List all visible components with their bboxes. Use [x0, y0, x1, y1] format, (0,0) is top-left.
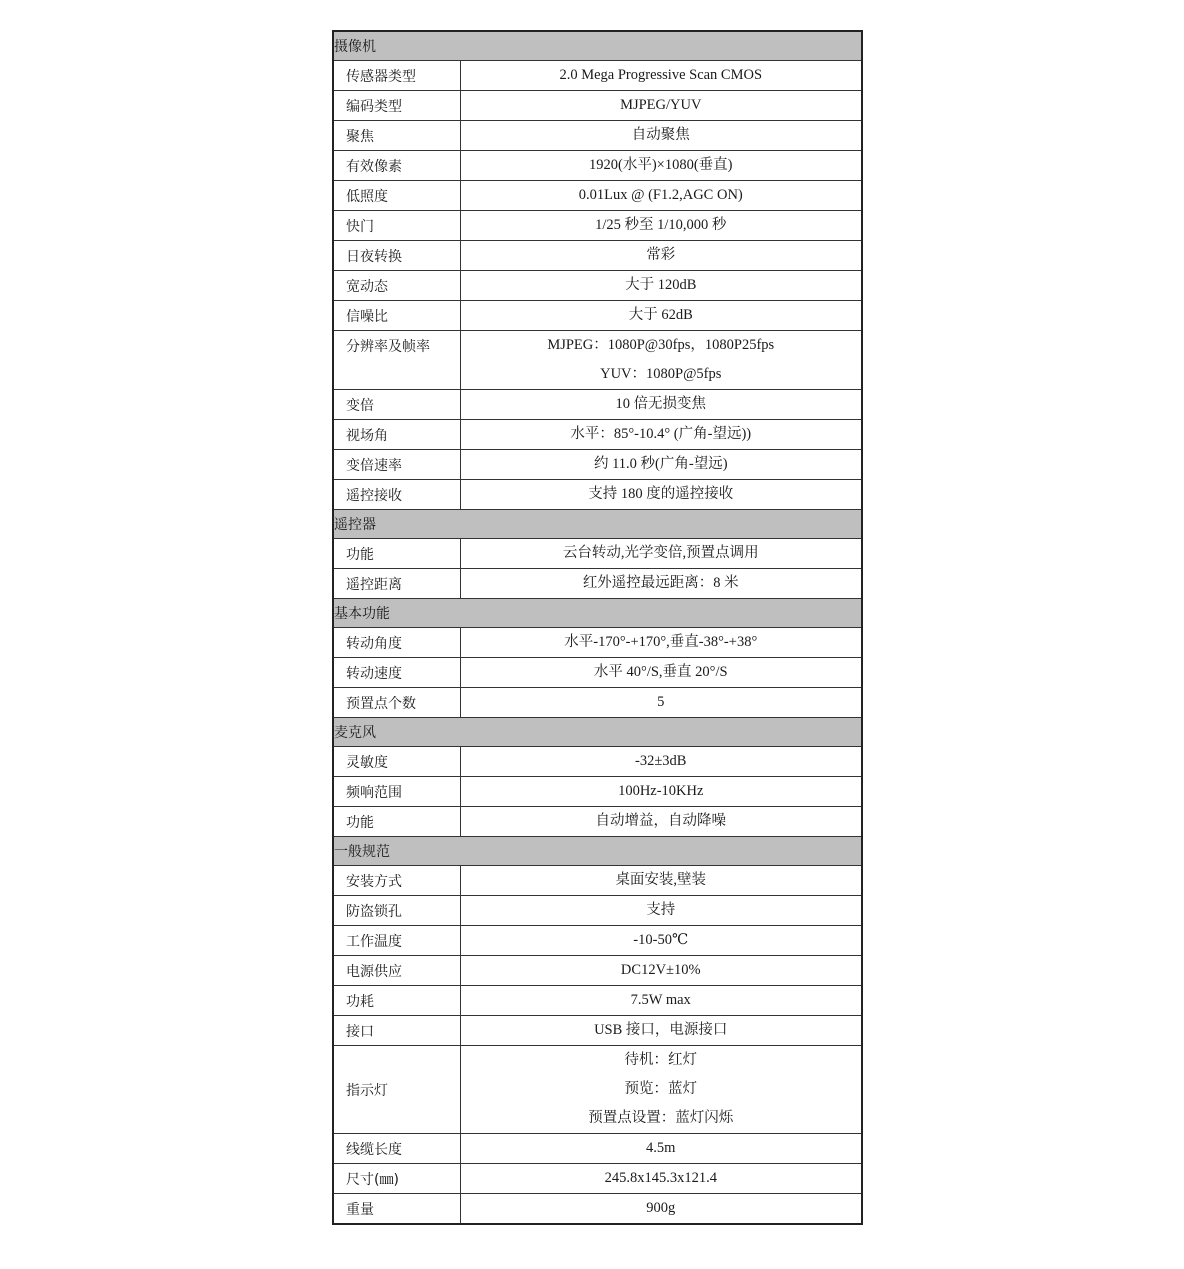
section-title: 遥控器	[333, 510, 862, 539]
spec-value	[460, 420, 862, 450]
spec-label: 频响范围	[333, 777, 460, 807]
spec-row	[333, 61, 862, 91]
section-title: 麦克风	[333, 718, 862, 747]
spec-value-line: 大于 120dB	[625, 277, 697, 293]
spec-value-line: 0.01Lux @ (F1.2,AGC ON)	[578, 187, 743, 203]
spec-value-line: 5	[657, 694, 665, 710]
spec-value	[460, 539, 862, 569]
spec-label: 功能	[333, 807, 460, 837]
spec-row	[333, 986, 862, 1016]
spec-row	[333, 241, 862, 271]
spec-label: 转动速度	[333, 658, 460, 688]
section-header	[333, 837, 862, 866]
spec-value	[460, 628, 862, 658]
section-title: 基本功能	[333, 599, 862, 628]
spec-row	[333, 450, 862, 480]
spec-value-line: 1/25 秒至 1/10,000 秒	[595, 217, 727, 233]
spec-value	[460, 1194, 862, 1225]
spec-label: 变倍	[333, 390, 460, 420]
spec-label: 灵敏度	[333, 747, 460, 777]
spec-value-line: 245.8x145.3x121.4	[604, 1170, 717, 1186]
spec-row	[333, 121, 862, 151]
spec-value-line: 桌面安装,壁装	[615, 872, 707, 888]
spec-value-line: 预置点设置：蓝灯闪烁	[588, 1110, 734, 1126]
spec-row	[333, 1194, 862, 1225]
spec-value-line: -10-50℃	[633, 932, 689, 948]
spec-value-line: 900g	[646, 1200, 676, 1216]
spec-value-line: 支持	[646, 902, 676, 918]
section-header	[333, 31, 862, 61]
spec-value-line: 云台转动,光学变倍,预置点调用	[562, 545, 759, 561]
spec-value-line: 预览：蓝灯	[624, 1081, 697, 1097]
spec-label: 工作温度	[333, 926, 460, 956]
spec-value-line: MJPEG：1080P@30fps，1080P25fps	[547, 337, 775, 353]
spec-label: 低照度	[333, 181, 460, 211]
spec-label: 安装方式	[333, 866, 460, 896]
spec-value	[460, 121, 862, 151]
spec-value	[460, 658, 862, 688]
spec-value-line: 7.5W max	[630, 992, 691, 1008]
spec-label: 宽动态	[333, 271, 460, 301]
spec-value-line: 大于 62dB	[628, 307, 693, 323]
spec-row	[333, 777, 862, 807]
spec-value	[460, 569, 862, 599]
spec-row	[333, 628, 862, 658]
spec-label: 接口	[333, 1016, 460, 1046]
spec-row	[333, 151, 862, 181]
spec-row	[333, 747, 862, 777]
spec-row	[333, 688, 862, 718]
spec-value-line: 支持 180 度的遥控接收	[588, 486, 734, 502]
spec-row	[333, 658, 862, 688]
spec-row	[333, 926, 862, 956]
spec-value-line: YUV：1080P@5fps	[600, 366, 722, 382]
spec-label: 变倍速率	[333, 450, 460, 480]
spec-label: 尺寸(㎜)	[333, 1164, 460, 1194]
spec-row	[333, 301, 862, 331]
spec-label: 快门	[333, 211, 460, 241]
spec-value-line: 常彩	[646, 247, 676, 263]
spec-row	[333, 956, 862, 986]
spec-row	[333, 1016, 862, 1046]
spec-table	[332, 30, 863, 1225]
spec-value	[460, 61, 862, 91]
spec-value	[460, 926, 862, 956]
spec-label: 传感器类型	[333, 61, 460, 91]
spec-value	[460, 211, 862, 241]
section-header	[333, 510, 862, 539]
spec-row	[333, 1164, 862, 1194]
spec-label: 有效像素	[333, 151, 460, 181]
spec-value	[460, 331, 862, 390]
spec-label: 视场角	[333, 420, 460, 450]
spec-value-line: DC12V±10%	[620, 962, 701, 978]
spec-row	[333, 896, 862, 926]
spec-value-line: -32±3dB	[635, 753, 687, 769]
spec-value	[460, 301, 862, 331]
spec-value	[460, 1164, 862, 1194]
spec-table-body	[333, 31, 862, 1224]
spec-value-line: 自动增益，自动降噪	[595, 813, 726, 829]
spec-value-line: 4.5m	[646, 1140, 676, 1156]
spec-row	[333, 569, 862, 599]
spec-row	[333, 91, 862, 121]
section-title: 摄像机	[333, 31, 862, 61]
spec-label: 日夜转换	[333, 241, 460, 271]
spec-label: 防盗锁孔	[333, 896, 460, 926]
spec-value	[460, 986, 862, 1016]
spec-label: 功能	[333, 539, 460, 569]
spec-row	[333, 1134, 862, 1164]
spec-row	[333, 539, 862, 569]
spec-value-line: 10 倍无损变焦	[615, 396, 707, 412]
spec-value	[460, 956, 862, 986]
spec-value-line: MJPEG/YUV	[620, 97, 702, 113]
spec-value	[460, 896, 862, 926]
spec-label: 聚焦	[333, 121, 460, 151]
spec-value	[460, 1016, 862, 1046]
spec-label: 编码类型	[333, 91, 460, 121]
spec-value-line: 水平-170°-+170°,垂直-38°-+38°	[564, 634, 758, 650]
spec-row	[333, 271, 862, 301]
spec-value	[460, 151, 862, 181]
spec-value-line: USB 接口，电源接口	[594, 1022, 728, 1038]
spec-value-line: 待机：红灯	[624, 1052, 697, 1068]
spec-row	[333, 866, 862, 896]
spec-value-line: 2.0 Mega Progressive Scan CMOS	[559, 67, 763, 83]
spec-value-line: 水平 40°/S,垂直 20°/S	[593, 664, 728, 680]
spec-row	[333, 807, 862, 837]
spec-label: 转动角度	[333, 628, 460, 658]
spec-label: 线缆长度	[333, 1134, 460, 1164]
section-header	[333, 599, 862, 628]
spec-label: 遥控距离	[333, 569, 460, 599]
spec-label: 分辨率及帧率	[333, 331, 460, 390]
spec-label: 功耗	[333, 986, 460, 1016]
spec-row	[333, 390, 862, 420]
section-title: 一般规范	[333, 837, 862, 866]
section-header	[333, 718, 862, 747]
spec-label: 电源供应	[333, 956, 460, 986]
spec-label: 重量	[333, 1194, 460, 1225]
spec-value	[460, 271, 862, 301]
spec-value	[460, 390, 862, 420]
spec-row	[333, 181, 862, 211]
spec-value	[460, 91, 862, 121]
spec-value-line: 100Hz-10KHz	[618, 783, 704, 799]
spec-label: 预置点个数	[333, 688, 460, 718]
spec-value-line: 1920(水平)×1080(垂直)	[589, 157, 733, 173]
spec-value	[460, 480, 862, 510]
spec-label: 信噪比	[333, 301, 460, 331]
spec-value-line: 红外遥控最远距离：8 米	[582, 575, 739, 591]
spec-value	[460, 688, 862, 718]
spec-value-line: 自动聚焦	[631, 127, 690, 143]
spec-value	[460, 241, 862, 271]
spec-value	[460, 181, 862, 211]
spec-value	[460, 1046, 862, 1134]
spec-value-line: 水平：85°-10.4° (广角-望远))	[570, 426, 752, 442]
spec-label: 遥控接收	[333, 480, 460, 510]
spec-row	[333, 331, 862, 390]
spec-value	[460, 1134, 862, 1164]
spec-value	[460, 807, 862, 837]
spec-value-line: 约 11.0 秒(广角-望远)	[593, 456, 728, 472]
spec-value	[460, 777, 862, 807]
spec-label: 指示灯	[333, 1046, 460, 1134]
spec-row	[333, 211, 862, 241]
spec-row	[333, 1046, 862, 1134]
spec-value	[460, 866, 862, 896]
spec-row	[333, 480, 862, 510]
spec-value	[460, 450, 862, 480]
spec-value	[460, 747, 862, 777]
spec-row	[333, 420, 862, 450]
